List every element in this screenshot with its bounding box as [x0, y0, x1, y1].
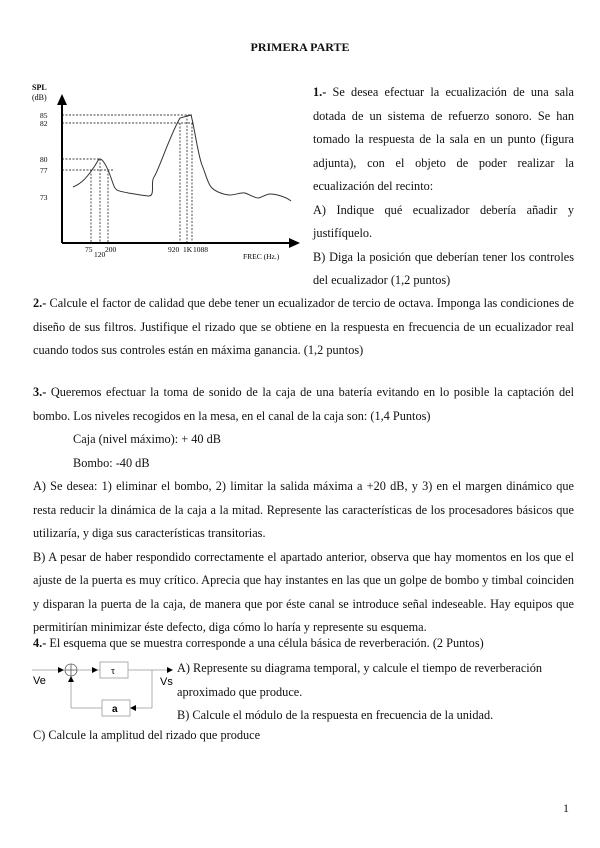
question-number: 3.- — [33, 385, 47, 399]
question-4 — [33, 632, 574, 656]
question-number: 4.- — [33, 636, 47, 650]
input-label: Ve — [33, 675, 46, 687]
y-axis-label: SPL — [32, 83, 47, 92]
question-number: 1.- — [313, 85, 327, 99]
question-part-a: A) Represente su diagrama temporal, y calcule el tiempo de reverberación — [177, 661, 542, 675]
x-axis-label: FREC (Hz.) — [243, 252, 280, 261]
question-4-parts — [177, 657, 574, 728]
x-tick: 920 — [168, 245, 180, 254]
caja-level: Caja (nivel máximo): + 40 dB — [73, 432, 221, 446]
y-tick: 77 — [40, 166, 48, 175]
x-tick: 120 — [94, 250, 106, 259]
page-number: 1 — [563, 801, 569, 815]
question-number: 2.- — [33, 296, 47, 310]
y-tick: 73 — [40, 193, 48, 202]
y-tick: 85 — [40, 111, 48, 120]
question-part-a-cont: aproximado que produce. — [177, 684, 303, 699]
question-text: Se desea efectuar la ecualización de una sala dotada de un sistema de refuerzo sonoro. Se han tomado la respuesta de la sala en un punto (figura adjunta), con el objeto de poder realizar la ecualización del recinto: — [313, 85, 574, 193]
delay-label: τ — [111, 666, 116, 677]
x-tick: 75 — [85, 245, 93, 254]
question-4-part-c — [33, 724, 574, 748]
spl-frequency-figure — [30, 80, 310, 265]
question-text: Calcule el factor de calidad que debe tener un ecualizador de tercio de octava. Imponga las condiciones de diseño de sus filtros. Justifique el rizado que se obtiene en la respuesta en frecuencia de un ecualizador real cuando todos sus controles están en máxima ganancia. (1,2 puntos) — [33, 296, 574, 357]
question-1 — [313, 81, 574, 293]
bombo-level: Bombo: -40 dB — [73, 455, 150, 470]
question-2 — [33, 292, 574, 363]
question-part-b: B) Diga la posición que deberían tener los controles del ecualizador (1,2 puntos) — [313, 249, 574, 287]
x-tick: 1088 — [193, 245, 208, 254]
y-tick: 82 — [40, 119, 48, 128]
reverb-cell-diagram — [30, 660, 175, 720]
page-title: PRIMERA PARTE — [250, 40, 350, 54]
question-part-c: C) Calcule la amplitud del rizado que produce — [33, 728, 261, 742]
x-tick: 200 — [105, 245, 117, 254]
question-part-a: A) Se desea: 1) eliminar el bombo, 2) limitar la salida máxima a +20 dB, y 3) en el margen dinámico que resta reducir la dinámica de la caja a la mitad. Represente las características de los procesadores básicos que utilizaría, y diga sus características transitorias. — [33, 479, 574, 540]
question-3 — [33, 381, 574, 640]
output-label: Vs — [160, 676, 173, 688]
question-part-b: B) Calcule el módulo de la respuesta en frecuencia de la unidad. — [177, 708, 494, 722]
question-text: Queremos efectuar la toma de sonido de la caja de una batería evitando en lo posible la captación del bombo. Los niveles recogidos en la mesa, en el canal de la caja son: (1,4 Puntos) — [33, 385, 574, 423]
x-tick: 1K — [183, 245, 193, 254]
gain-label: a — [112, 704, 118, 715]
question-text: El esquema que se muestra corresponde a una célula básica de reverberación. (2 Puntos) — [46, 636, 484, 650]
y-axis-unit: (dB) — [32, 93, 47, 102]
question-part-b: B) A pesar de haber respondido correctamente el apartado anterior, observa que hay momentos en los que el ajuste de la puerta es muy crítico. Aprecia que hay instantes en las que un golpe de bombo y timbal coinciden y disparan la puerta de la caja, de manera que por éste canal se introduce señal indeseable. Hay equipos que permitirían minimizar éste defecto, diga cómo lo haría y represente su esquema. — [33, 549, 574, 634]
question-part-a: A) Indique qué ecualizador debería añadir y justifíquelo. — [313, 202, 574, 240]
y-tick: 80 — [40, 155, 48, 164]
